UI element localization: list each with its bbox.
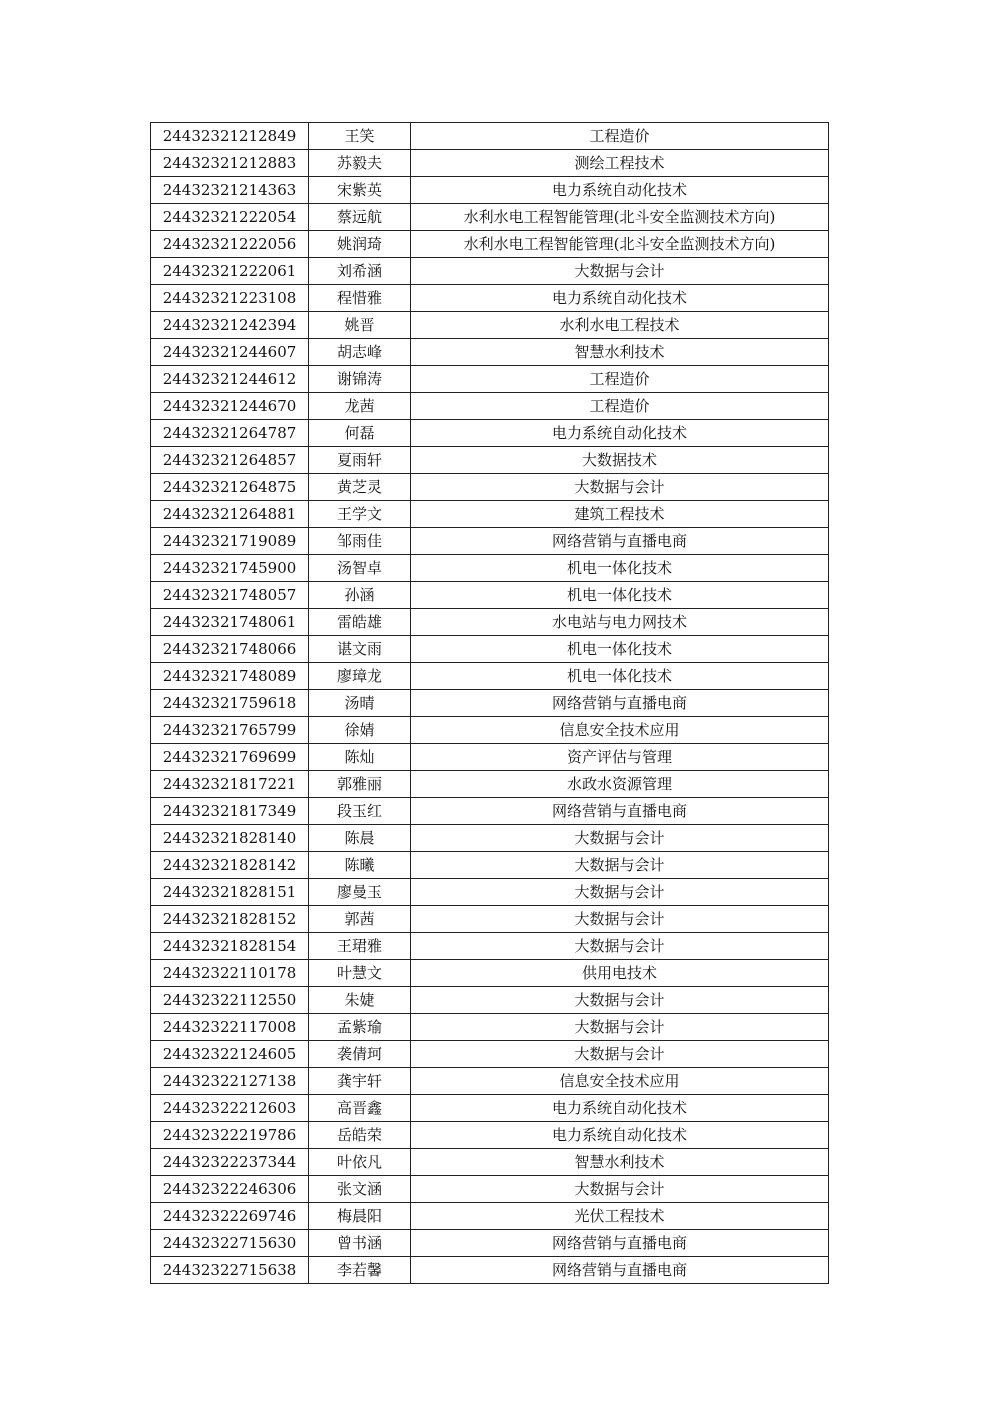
table-row bbox=[151, 636, 829, 663]
major-cell: 大数据与会计 bbox=[411, 1014, 829, 1041]
major-cell: 网络营销与直播电商 bbox=[411, 1230, 829, 1257]
major-cell: 网络营销与直播电商 bbox=[411, 1257, 829, 1284]
major-cell: 网络营销与直播电商 bbox=[411, 690, 829, 717]
student-name-cell: 邹雨佳 bbox=[309, 528, 411, 555]
student-name-cell: 朱婕 bbox=[309, 987, 411, 1014]
table-row bbox=[151, 825, 829, 852]
student-name-cell: 袭倩珂 bbox=[309, 1041, 411, 1068]
table-row bbox=[151, 987, 829, 1014]
major-cell: 大数据与会计 bbox=[411, 852, 829, 879]
table-row bbox=[151, 420, 829, 447]
student-name-cell: 雷皓雄 bbox=[309, 609, 411, 636]
major-cell: 大数据与会计 bbox=[411, 987, 829, 1014]
student-name-cell: 宋紫英 bbox=[309, 177, 411, 204]
student-id-cell: 24432322715630 bbox=[151, 1230, 309, 1257]
table-row bbox=[151, 1230, 829, 1257]
table-row bbox=[151, 258, 829, 285]
major-cell: 智慧水利技术 bbox=[411, 339, 829, 366]
table-row bbox=[151, 1122, 829, 1149]
student-id-cell: 24432322124605 bbox=[151, 1041, 309, 1068]
major-cell: 大数据与会计 bbox=[411, 825, 829, 852]
major-cell: 工程造价 bbox=[411, 393, 829, 420]
major-cell: 资产评估与管理 bbox=[411, 744, 829, 771]
student-name-cell: 程惜雅 bbox=[309, 285, 411, 312]
student-id-cell: 24432321765799 bbox=[151, 717, 309, 744]
student-id-cell: 24432321264875 bbox=[151, 474, 309, 501]
major-cell: 水利水电工程智能管理(北斗安全监测技术方向) bbox=[411, 231, 829, 258]
student-roster-table bbox=[150, 122, 829, 1284]
major-cell: 电力系统自动化技术 bbox=[411, 1095, 829, 1122]
student-name-cell: 孙涵 bbox=[309, 582, 411, 609]
student-id-cell: 24432321828140 bbox=[151, 825, 309, 852]
major-cell: 供用电技术 bbox=[411, 960, 829, 987]
table-row bbox=[151, 1041, 829, 1068]
student-id-cell: 24432321748089 bbox=[151, 663, 309, 690]
student-name-cell: 郭茜 bbox=[309, 906, 411, 933]
student-name-cell: 龚宇轩 bbox=[309, 1068, 411, 1095]
table-row bbox=[151, 798, 829, 825]
table-row bbox=[151, 906, 829, 933]
major-cell: 水利水电工程智能管理(北斗安全监测技术方向) bbox=[411, 204, 829, 231]
student-id-cell: 24432322219786 bbox=[151, 1122, 309, 1149]
student-name-cell: 陈灿 bbox=[309, 744, 411, 771]
major-cell: 大数据与会计 bbox=[411, 258, 829, 285]
major-cell: 工程造价 bbox=[411, 366, 829, 393]
major-cell: 网络营销与直播电商 bbox=[411, 798, 829, 825]
student-id-cell: 24432321817349 bbox=[151, 798, 309, 825]
table-row bbox=[151, 744, 829, 771]
student-id-cell: 24432322269746 bbox=[151, 1203, 309, 1230]
major-cell: 光伏工程技术 bbox=[411, 1203, 829, 1230]
student-id-cell: 24432321244670 bbox=[151, 393, 309, 420]
student-name-cell: 徐婧 bbox=[309, 717, 411, 744]
table-row bbox=[151, 609, 829, 636]
major-cell: 机电一体化技术 bbox=[411, 636, 829, 663]
table-row bbox=[151, 771, 829, 798]
student-name-cell: 王笑 bbox=[309, 123, 411, 150]
student-id-cell: 24432322117008 bbox=[151, 1014, 309, 1041]
student-name-cell: 叶依凡 bbox=[309, 1149, 411, 1176]
table-row bbox=[151, 312, 829, 339]
table-row bbox=[151, 1149, 829, 1176]
table-row bbox=[151, 690, 829, 717]
table-row bbox=[151, 501, 829, 528]
student-name-cell: 苏毅夫 bbox=[309, 150, 411, 177]
major-cell: 大数据与会计 bbox=[411, 879, 829, 906]
student-name-cell: 胡志峰 bbox=[309, 339, 411, 366]
table-row bbox=[151, 177, 829, 204]
major-cell: 网络营销与直播电商 bbox=[411, 528, 829, 555]
major-cell: 信息安全技术应用 bbox=[411, 1068, 829, 1095]
table-row bbox=[151, 285, 829, 312]
table-row bbox=[151, 528, 829, 555]
table-row bbox=[151, 1203, 829, 1230]
student-name-cell: 王珺雅 bbox=[309, 933, 411, 960]
table-row bbox=[151, 123, 829, 150]
major-cell: 大数据与会计 bbox=[411, 933, 829, 960]
student-name-cell: 孟紫瑜 bbox=[309, 1014, 411, 1041]
student-id-cell: 24432321264857 bbox=[151, 447, 309, 474]
student-id-cell: 24432321817221 bbox=[151, 771, 309, 798]
major-cell: 电力系统自动化技术 bbox=[411, 285, 829, 312]
major-cell: 电力系统自动化技术 bbox=[411, 177, 829, 204]
student-id-cell: 24432322112550 bbox=[151, 987, 309, 1014]
table-row bbox=[151, 663, 829, 690]
table-row bbox=[151, 204, 829, 231]
table-row bbox=[151, 474, 829, 501]
student-id-cell: 24432321748057 bbox=[151, 582, 309, 609]
table-row bbox=[151, 150, 829, 177]
table-row bbox=[151, 1257, 829, 1284]
table-row bbox=[151, 879, 829, 906]
student-name-cell: 郭雅丽 bbox=[309, 771, 411, 798]
student-name-cell: 谌文雨 bbox=[309, 636, 411, 663]
table-row bbox=[151, 717, 829, 744]
student-name-cell: 梅晨阳 bbox=[309, 1203, 411, 1230]
student-id-cell: 24432322246306 bbox=[151, 1176, 309, 1203]
student-id-cell: 24432321244612 bbox=[151, 366, 309, 393]
student-name-cell: 姚润琦 bbox=[309, 231, 411, 258]
student-id-cell: 24432321264881 bbox=[151, 501, 309, 528]
student-name-cell: 张文涵 bbox=[309, 1176, 411, 1203]
student-name-cell: 王学文 bbox=[309, 501, 411, 528]
student-name-cell: 夏雨轩 bbox=[309, 447, 411, 474]
student-id-cell: 24432321769699 bbox=[151, 744, 309, 771]
student-id-cell: 24432322110178 bbox=[151, 960, 309, 987]
student-name-cell: 汤智卓 bbox=[309, 555, 411, 582]
table-row bbox=[151, 1068, 829, 1095]
major-cell: 水政水资源管理 bbox=[411, 771, 829, 798]
student-name-cell: 叶慧文 bbox=[309, 960, 411, 987]
student-id-cell: 24432322715638 bbox=[151, 1257, 309, 1284]
major-cell: 信息安全技术应用 bbox=[411, 717, 829, 744]
student-name-cell: 谢锦涛 bbox=[309, 366, 411, 393]
major-cell: 水电站与电力网技术 bbox=[411, 609, 829, 636]
student-name-cell: 李若馨 bbox=[309, 1257, 411, 1284]
major-cell: 建筑工程技术 bbox=[411, 501, 829, 528]
major-cell: 机电一体化技术 bbox=[411, 663, 829, 690]
table-row bbox=[151, 393, 829, 420]
student-id-cell: 24432322237344 bbox=[151, 1149, 309, 1176]
student-id-cell: 24432321264787 bbox=[151, 420, 309, 447]
major-cell: 电力系统自动化技术 bbox=[411, 1122, 829, 1149]
table-row bbox=[151, 852, 829, 879]
table-row bbox=[151, 1014, 829, 1041]
student-id-cell: 24432321212883 bbox=[151, 150, 309, 177]
table-row bbox=[151, 582, 829, 609]
student-name-cell: 陈晨 bbox=[309, 825, 411, 852]
student-name-cell: 黄芝灵 bbox=[309, 474, 411, 501]
student-name-cell: 龙茜 bbox=[309, 393, 411, 420]
student-id-cell: 24432321828142 bbox=[151, 852, 309, 879]
student-id-cell: 24432322127138 bbox=[151, 1068, 309, 1095]
table-row bbox=[151, 366, 829, 393]
student-id-cell: 24432321828152 bbox=[151, 906, 309, 933]
student-id-cell: 24432321759618 bbox=[151, 690, 309, 717]
major-cell: 工程造价 bbox=[411, 123, 829, 150]
major-cell: 机电一体化技术 bbox=[411, 582, 829, 609]
student-name-cell: 陈曦 bbox=[309, 852, 411, 879]
student-id-cell: 24432321719089 bbox=[151, 528, 309, 555]
student-id-cell: 24432322212603 bbox=[151, 1095, 309, 1122]
student-name-cell: 何磊 bbox=[309, 420, 411, 447]
student-id-cell: 24432321745900 bbox=[151, 555, 309, 582]
major-cell: 大数据与会计 bbox=[411, 474, 829, 501]
major-cell: 智慧水利技术 bbox=[411, 1149, 829, 1176]
table-row bbox=[151, 1176, 829, 1203]
student-name-cell: 蔡远航 bbox=[309, 204, 411, 231]
roster-body bbox=[151, 123, 829, 1284]
table-row bbox=[151, 555, 829, 582]
student-id-cell: 24432321244607 bbox=[151, 339, 309, 366]
table-row bbox=[151, 339, 829, 366]
student-id-cell: 24432321242394 bbox=[151, 312, 309, 339]
student-id-cell: 24432321828154 bbox=[151, 933, 309, 960]
table-row bbox=[151, 231, 829, 258]
student-id-cell: 24432321222054 bbox=[151, 204, 309, 231]
major-cell: 大数据与会计 bbox=[411, 906, 829, 933]
major-cell: 大数据技术 bbox=[411, 447, 829, 474]
student-id-cell: 24432321222061 bbox=[151, 258, 309, 285]
table-row bbox=[151, 933, 829, 960]
major-cell: 水利水电工程技术 bbox=[411, 312, 829, 339]
student-name-cell: 姚晋 bbox=[309, 312, 411, 339]
student-id-cell: 24432321828151 bbox=[151, 879, 309, 906]
major-cell: 机电一体化技术 bbox=[411, 555, 829, 582]
student-id-cell: 24432321748066 bbox=[151, 636, 309, 663]
student-name-cell: 段玉红 bbox=[309, 798, 411, 825]
student-id-cell: 24432321223108 bbox=[151, 285, 309, 312]
student-name-cell: 汤晴 bbox=[309, 690, 411, 717]
table-row bbox=[151, 447, 829, 474]
major-cell: 测绘工程技术 bbox=[411, 150, 829, 177]
student-id-cell: 24432321214363 bbox=[151, 177, 309, 204]
major-cell: 大数据与会计 bbox=[411, 1176, 829, 1203]
student-id-cell: 24432321212849 bbox=[151, 123, 309, 150]
student-name-cell: 岳皓荣 bbox=[309, 1122, 411, 1149]
student-id-cell: 24432321222056 bbox=[151, 231, 309, 258]
table-row bbox=[151, 960, 829, 987]
student-name-cell: 廖曼玉 bbox=[309, 879, 411, 906]
student-name-cell: 曾书涵 bbox=[309, 1230, 411, 1257]
student-name-cell: 高晋鑫 bbox=[309, 1095, 411, 1122]
major-cell: 电力系统自动化技术 bbox=[411, 420, 829, 447]
student-name-cell: 刘希涵 bbox=[309, 258, 411, 285]
student-id-cell: 24432321748061 bbox=[151, 609, 309, 636]
major-cell: 大数据与会计 bbox=[411, 1041, 829, 1068]
student-name-cell: 廖璋龙 bbox=[309, 663, 411, 690]
table-row bbox=[151, 1095, 829, 1122]
